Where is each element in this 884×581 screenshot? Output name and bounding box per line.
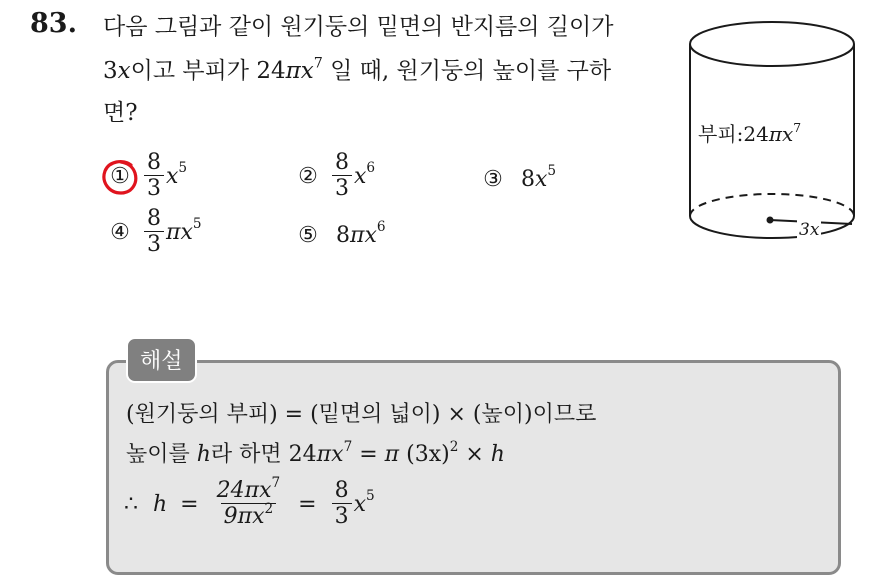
volume-label: [698, 118, 801, 147]
frac-numerator: 8: [335, 150, 349, 175]
sol3-x: x: [353, 491, 367, 517]
sol3-num-exp: 7: [271, 475, 281, 492]
option-exp: 5: [178, 160, 188, 177]
sol3-fraction-1-denominator: [221, 503, 277, 528]
option-fraction: [144, 152, 164, 200]
sol2-times: ×: [458, 442, 491, 467]
option-exp: 6: [366, 160, 376, 177]
radius-label: 3x: [799, 220, 820, 240]
cylinder-bottom-back-arc: [690, 194, 854, 216]
option-5[interactable]: [293, 219, 386, 248]
sol3-den: 9πx: [223, 504, 265, 529]
sol3-fraction-2: [332, 480, 352, 528]
option-exp: 5: [547, 163, 557, 180]
sol3-eq2: =: [298, 491, 317, 517]
option-coef: 8: [521, 166, 535, 192]
option-fraction: [144, 208, 164, 256]
option-number: ②: [298, 163, 318, 189]
volume-label-text: 부피:24: [698, 122, 769, 146]
option-expr: πx: [350, 222, 377, 248]
sol3-num: 24πx: [216, 478, 272, 503]
option-exp: 5: [192, 216, 202, 233]
question-text-line3: 면?: [103, 100, 138, 126]
sol2-pi2: π: [384, 442, 400, 467]
selected-answer-mark-icon: [101, 158, 139, 196]
sol2-pi: π: [316, 442, 332, 467]
frac-denominator: 3: [144, 231, 164, 256]
option-fraction: [332, 152, 352, 200]
sol3-eq1: =: [180, 491, 199, 517]
solution-line3: [124, 475, 375, 529]
sol3-den-exp: 2: [264, 501, 274, 518]
sol3-fraction-1: [214, 475, 284, 529]
option-expr: x: [166, 163, 179, 189]
solution-tab: 해설: [126, 337, 197, 383]
q-post: 일 때, 원기둥의 높이를 구하: [322, 58, 612, 84]
option-4[interactable]: [105, 208, 202, 256]
volume-exp: 7: [793, 120, 802, 136]
cylinder-top-ellipse: [690, 22, 854, 66]
option-2[interactable]: [293, 152, 375, 200]
option-expr: x: [354, 163, 367, 189]
volume-pi: π: [768, 122, 782, 146]
sol2-mid: 라 하면 24: [210, 442, 317, 467]
frac-denominator: 3: [332, 175, 352, 200]
option-3[interactable]: [478, 163, 557, 192]
frac-numerator: 8: [147, 206, 161, 231]
frac-numerator: 8: [147, 150, 161, 175]
sol2-paren: (3x): [399, 442, 450, 467]
sol3-fnum: 8: [334, 478, 349, 503]
sol2-exp2: 2: [449, 439, 459, 456]
sol2-x: x: [331, 442, 344, 467]
therefore-symbol: ∴: [124, 491, 138, 517]
option-number: ①: [110, 163, 130, 189]
option-expr: x: [535, 166, 548, 192]
option-exp: 6: [376, 219, 386, 236]
question-text-line2: [103, 52, 611, 85]
frac-denominator: 3: [144, 175, 164, 200]
sol2-h2: h: [490, 442, 505, 467]
sol3-exp: 5: [366, 488, 375, 505]
sol2-eq: =: [352, 442, 385, 467]
q-var: x: [117, 58, 131, 84]
sol3-fraction-1-numerator: [214, 475, 284, 503]
q-pi: π: [285, 58, 301, 84]
sol2-pre: 높이를: [126, 442, 197, 467]
solution-line2: [126, 437, 505, 468]
question-text-line1: 다음 그림과 같이 원기둥의 밑면의 반지름의 길이가: [103, 14, 614, 40]
option-number: ⑤: [298, 222, 318, 248]
q-coef: 3: [103, 58, 118, 84]
q-exp: 7: [313, 55, 323, 72]
sol2-h: h: [196, 442, 211, 467]
option-number: ③: [483, 166, 503, 192]
volume-x: x: [781, 122, 794, 146]
option-coef: 8: [336, 222, 350, 248]
q-x: x: [300, 58, 314, 84]
option-number: ④: [110, 219, 130, 245]
question-number: 83.: [30, 8, 77, 39]
sol2-exp: 7: [343, 439, 353, 456]
q-mid: 이고 부피가 24: [130, 58, 286, 84]
option-expr: πx: [166, 219, 193, 245]
sol3-fden: 3: [332, 503, 352, 528]
solution-line1: (원기둥의 부피) = (밑면의 넓이) × (높이)이므로: [126, 402, 597, 427]
sol3-h: h: [153, 491, 168, 517]
